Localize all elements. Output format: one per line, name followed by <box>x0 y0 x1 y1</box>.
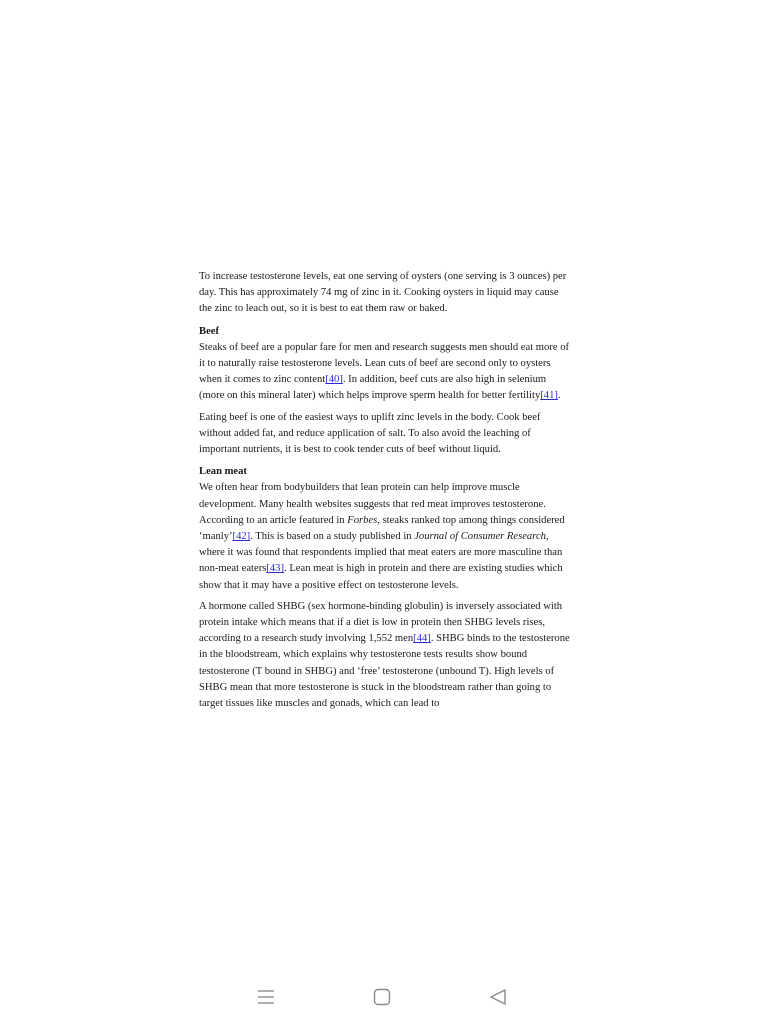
system-navigation-bar <box>0 976 768 1016</box>
lean-p2-text-b: . SHBG binds to the testosterone in the bloodstream, which explains why testosterone tests results show bound testosterone (T bound in SHBG) and ‘free’ testosterone (unbound T). High levels of SHBG mean that more testosterone is stuck in the bloodstream rather than going to target tissues like muscles and gonads, which can lead to <box>199 633 570 710</box>
lean-p1-text-a: We often hear from bodybuilders that lean protein can help improve muscle development. Many health websites suggests that red meat improves testosterone. According to an article featured in <box>199 482 546 526</box>
reference-link-40[interactable]: [40] <box>325 374 343 386</box>
journal-italic: Journal of Consumer Research <box>414 531 546 543</box>
lean-meat-paragraph-1 <box>199 480 573 593</box>
lean-p1-text-d: , where it was found that respondents implied that meat eaters are more masculine than non-meat eaters <box>199 531 563 575</box>
oysters-paragraph <box>199 269 573 318</box>
lean-p1-text-e: . Lean meat is high in protein and there are existing studies which show that it may have a positive effect on testosterone levels. <box>199 563 563 591</box>
reference-link-42[interactable]: [42] <box>232 531 251 543</box>
reference-link-43[interactable]: [43] <box>266 563 285 575</box>
lean-p2-text-a: A hormone called SHBG (sex hormone-binding globulin) is inversely associated with protein intake which means that if a diet is low in protein then SHBG levels rises, according to a research study involving 1,552 men <box>199 600 563 645</box>
beef-p1-text-a: Steaks of beef are a popular fare for men and research suggests men should eat more of it to naturally raise testosterone levels. Lean cuts of beef are second only to oysters when it comes to zinc content <box>199 341 570 386</box>
beef-p2-text: Eating beef is one of the easiest ways to uplift zinc levels in the body. Cook beef without added fat, and reduce application of salt. To also avoid the leaching of important nutrients, it is best to cook tender cuts of beef without liquid. <box>199 411 541 456</box>
document-content <box>199 269 573 717</box>
beef-heading: Beef <box>199 325 219 337</box>
lean-p1-text-b: , steaks ranked top among things considered ‘manly’ <box>199 514 565 543</box>
reference-link-44[interactable]: [44] <box>413 633 431 645</box>
triangle-back-icon[interactable] <box>486 986 510 1008</box>
oysters-text: To increase testosterone levels, eat one serving of oysters (one serving is 3 ounces) per day. This has approximately 74 mg of zinc in it. Cooking oysters in liquid may cause the zinc to leach out, so it is best to eat them raw or baked. <box>199 271 567 315</box>
beef-p1-text-c: . <box>557 390 561 402</box>
menu-lines-icon[interactable] <box>254 986 278 1008</box>
reference-link-41[interactable]: [41] <box>540 390 558 402</box>
lean-meat-paragraph-2 <box>199 599 573 712</box>
beef-p1-text-b: . In addition, beef cuts are also high in selenium (more on this mineral later) which helps improve sperm health for better fertility <box>199 374 547 402</box>
square-home-icon[interactable] <box>370 986 394 1008</box>
lean-meat-heading: Lean meat <box>199 466 247 478</box>
beef-paragraph-2 <box>199 410 573 459</box>
forbes-italic: Forbes <box>347 514 378 526</box>
lean-p1-text-c: . This is based on a study published in <box>250 531 415 543</box>
beef-paragraph-1 <box>199 340 573 405</box>
